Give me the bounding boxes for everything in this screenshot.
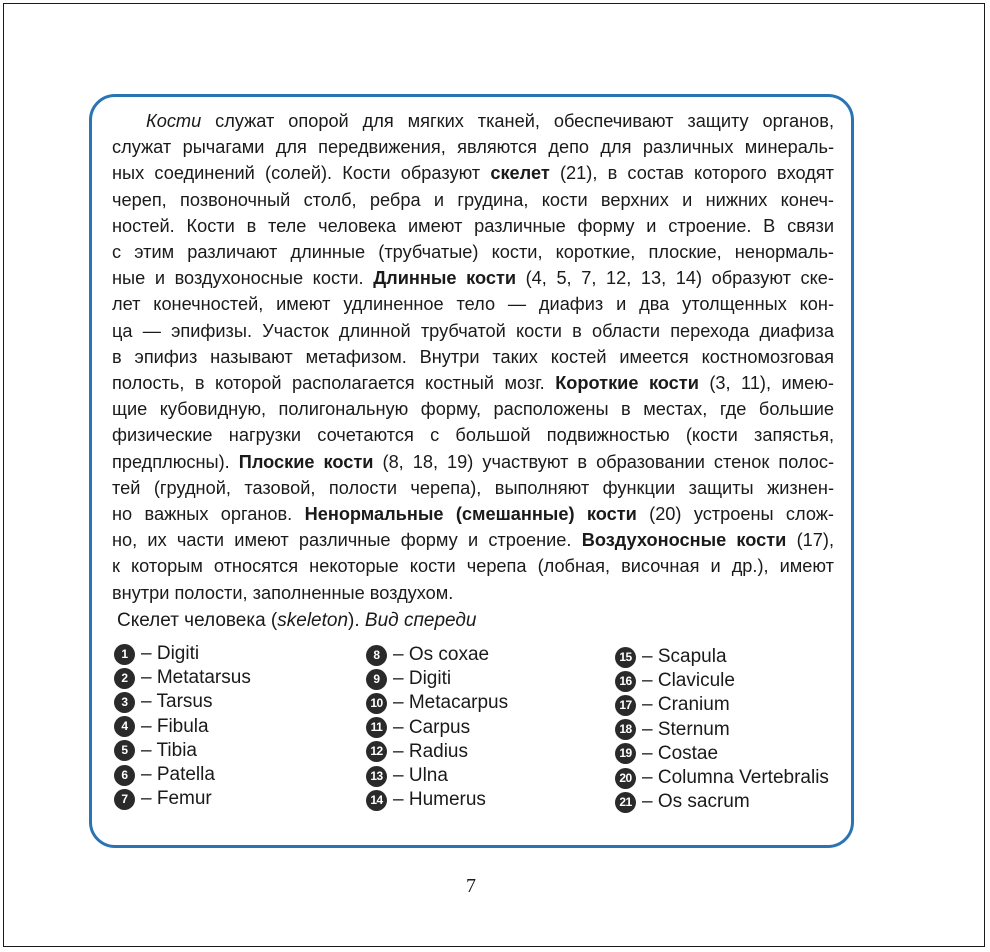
number-badge: 2: [114, 668, 135, 689]
number-badge: 19: [615, 743, 636, 764]
number-badge: 11: [366, 717, 387, 738]
bold-term: Длинные кости: [373, 268, 517, 289]
paragraph-line: [112, 370, 834, 396]
number-badge: 13: [366, 766, 387, 787]
legend-item: [114, 739, 251, 763]
paragraph-line: [112, 527, 834, 553]
paragraph-line: [112, 187, 834, 213]
paragraph-line: [112, 108, 834, 134]
legend-item: [366, 740, 508, 764]
bold-term: Короткие кости: [555, 373, 699, 394]
legend-label: – Os sacrum: [642, 791, 750, 813]
legend-item: [114, 690, 251, 714]
legend-item: [366, 764, 508, 788]
paragraph-line: [112, 160, 834, 186]
legend-label: – Tibia: [141, 739, 197, 761]
text-run: предплюсны).: [112, 451, 239, 472]
legend-label: – Ulna: [393, 765, 448, 787]
number-badge: 10: [366, 693, 387, 714]
text-run: в эпифиз называют метафизом. Внутри таких костей имеется костномозговая: [112, 346, 834, 367]
paragraph-line: [112, 501, 834, 527]
legend-column-2: [366, 643, 508, 812]
legend-item: [615, 766, 829, 790]
legend-label: – Os coxae: [393, 644, 490, 666]
legend-item: [366, 643, 508, 667]
text-run: ных соединений (солей). Кости образуют: [112, 163, 491, 184]
text-run: но важных органов.: [112, 504, 305, 525]
legend-item: [366, 788, 508, 812]
legend-label: – Fibula: [141, 715, 209, 737]
legend-column-3: [615, 645, 829, 814]
text-run: лет конечностей, имеют удлиненное тело — диафиз и два утолщенных кон-: [112, 294, 834, 315]
body-paragraph: [112, 108, 834, 606]
text-run: (17),: [786, 530, 834, 551]
legend-label: – Patella: [141, 764, 215, 786]
paragraph-line: [112, 344, 834, 370]
legend-label: – Costae: [642, 742, 719, 764]
paragraph-line: [112, 449, 834, 475]
number-badge: 16: [615, 671, 636, 692]
bold-term: Ненормальные (смешанные) кости: [304, 504, 637, 525]
number-badge: 1: [114, 644, 135, 665]
legend-label: – Cranium: [642, 694, 730, 716]
number-badge: 5: [114, 740, 135, 761]
text-run: ностей. Кости в теле человека имеют различные форму и строение. В связи: [112, 215, 834, 236]
text-run: ца — эпифизы. Участок длинной трубчатой кости в области перехода диафиза: [112, 320, 834, 341]
text-run: ные и воздухоносные кости.: [112, 268, 374, 289]
legend-item: [615, 790, 829, 814]
text-run: но, их части имеют различные форму и строение.: [112, 530, 582, 551]
legend-label: – Metatarsus: [141, 667, 251, 689]
number-badge: 21: [615, 792, 636, 813]
legend-item: [366, 667, 508, 691]
paragraph-line: [112, 265, 834, 291]
caption-prefix: Скелет человека (: [117, 610, 278, 631]
page-number: 7: [466, 875, 476, 897]
caption-term: skeleton: [277, 610, 349, 631]
legend-item: [114, 642, 251, 666]
legend-item: [114, 666, 251, 690]
legend-label: – Scapula: [642, 646, 727, 668]
bold-term: Плоские кости: [238, 451, 374, 472]
legend-item: [615, 718, 829, 742]
paragraph-line: [112, 475, 834, 501]
paragraph-line: [112, 291, 834, 317]
number-badge: 12: [366, 741, 387, 762]
caption-middle: ).: [348, 610, 365, 631]
legend-column-1: [114, 642, 251, 811]
text-run: служат рычагами для передвижения, являются депо для различных минераль-: [112, 137, 834, 158]
paragraph-line: [112, 422, 834, 448]
legend-item: [615, 669, 829, 693]
paragraph-line: [112, 134, 834, 160]
legend-item: [114, 787, 251, 811]
legend-label: – Carpus: [393, 716, 471, 738]
bold-term: скелет: [490, 163, 550, 184]
legend-label: – Metacarpus: [393, 692, 509, 714]
number-badge: 6: [114, 765, 135, 786]
text-run: внутри полости, заполненные воздухом.: [112, 582, 454, 603]
text-run: служат опорой для мягких тканей, обеспечивают защиту органов,: [201, 111, 834, 131]
legend-item: [615, 645, 829, 669]
italic-term: Кости: [146, 111, 202, 131]
legend-label: – Clavicule: [642, 670, 735, 692]
number-badge: 18: [615, 719, 636, 740]
number-badge: 9: [366, 669, 387, 690]
text-run: полость, в которой располагается костный мозг.: [112, 373, 556, 394]
legend-label: – Tarsus: [141, 691, 213, 713]
legend-item: [366, 716, 508, 740]
paragraph-line: [112, 396, 834, 422]
legend-label: – Humerus: [393, 789, 486, 811]
legend-item: [114, 715, 251, 739]
paragraph-line: [112, 580, 834, 606]
number-badge: 8: [366, 645, 387, 666]
text-run: (3, 11), имею-: [698, 373, 834, 394]
legend-item: [615, 693, 829, 717]
legend-label: – Sternum: [642, 718, 730, 740]
number-badge: 3: [114, 692, 135, 713]
caption-view: Вид спереди: [364, 610, 477, 631]
legend-label: – Radius: [393, 740, 468, 762]
legend-label: – Columna Vertebralis: [642, 767, 829, 789]
legend-label: – Digiti: [141, 643, 200, 665]
legend-item: [114, 763, 251, 787]
paragraph-line: [112, 213, 834, 239]
text-run: тей (грудной, тазовой, полости черепа), выполняют функции защиты жизнен-: [112, 477, 834, 498]
paragraph-line: [112, 318, 834, 344]
text-run: к которым относятся некоторые кости черепа (лобная, височная и др.), имеют: [112, 556, 834, 577]
text-run: с этим различают длинные (трубчатые) кости, короткие, плоские, ненормаль-: [112, 242, 834, 263]
text-run: череп, позвоночный столб, ребра и грудина, кости верхних и нижних конеч-: [112, 189, 834, 210]
paragraph-line: [112, 239, 834, 265]
number-badge: 14: [366, 790, 387, 811]
text-run: (20) устроены слож-: [636, 504, 834, 525]
legend-label: – Femur: [141, 788, 212, 810]
text-run: (8, 18, 19) участвуют в образовании стенок полос-: [373, 451, 835, 472]
number-badge: 15: [615, 647, 636, 668]
figure-caption: [117, 610, 476, 632]
number-badge: 17: [615, 695, 636, 716]
number-badge: 4: [114, 716, 135, 737]
number-badge: 20: [615, 768, 636, 789]
text-run: (21), в состав которого входят: [549, 163, 834, 184]
paragraph-line: [112, 553, 834, 579]
legend-item: [615, 742, 829, 766]
text-run: щие кубовидную, полигональную форму, расположены в местах, где большие: [112, 399, 834, 420]
legend-label: – Digiti: [393, 668, 452, 690]
bold-term: Воздухоносные кости: [581, 530, 787, 551]
text-run: (4, 5, 7, 12, 13, 14) образуют ске-: [516, 268, 834, 289]
legend-item: [366, 691, 508, 715]
number-badge: 7: [114, 789, 135, 810]
text-run: физические нагрузки сочетаются с большой подвижностью (кости запястья,: [112, 425, 834, 446]
